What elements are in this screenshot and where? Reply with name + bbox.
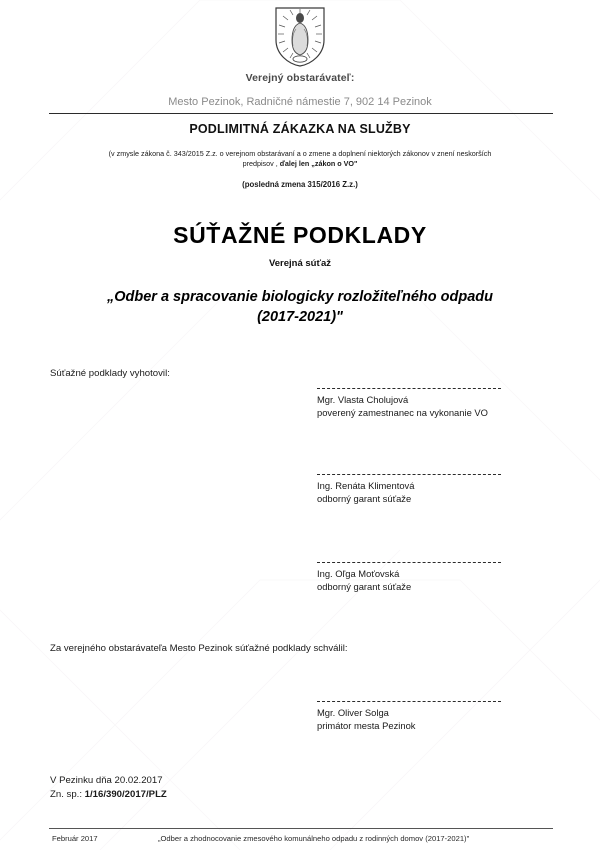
signature-block-approver (317, 701, 537, 733)
legal-basis-line-2-bold: ďalej len „zákon o VO" (279, 159, 358, 169)
header-divider (49, 113, 553, 114)
contract-subject-line-2: (2017-2021)" (257, 308, 343, 325)
legal-basis-line-1: (v zmysle zákona č. 343/2015 Z.z. o verejnom obstarávaní a o zmene a doplnení niektorých zákonov v znení neskorších (108, 149, 492, 158)
pezinok-coat-of-arms-icon (272, 6, 328, 68)
signature-block-preparer-2 (317, 474, 537, 506)
signatory-name: Mgr. Vlasta Cholujová (317, 394, 409, 405)
contracting-authority-address: Mesto Pezinok, Radničné námestie 7, 902 14 Pezinok (168, 96, 432, 108)
signatory-name: Ing. Renáta Klimentová (317, 480, 415, 491)
closing-place-date: V Pezinku dňa 20.02.2017 (50, 775, 163, 786)
signatory-role: odborný garant súťaže (317, 493, 412, 505)
approved-by-label: Za verejného obstarávateľa Mesto Pezinok súťažné podklady schválil: (50, 643, 348, 654)
closing-block (50, 774, 167, 803)
page-title: SÚŤAŽNÉ PODKLADY (173, 222, 427, 248)
signatory-role: odborný garant súťaže (317, 581, 412, 593)
signature-block-preparer-3 (317, 562, 537, 594)
signature-line (317, 562, 501, 563)
signatory-role: primátor mesta Pezinok (317, 720, 416, 732)
contracting-authority-label: Verejný obstarávateľ: (245, 72, 355, 84)
legal-basis-note (52, 149, 548, 170)
legal-amendment-note: (posledná zmena 315/2016 Z.z.) (242, 180, 358, 189)
footer-subject: „Odber a zhodnocovanie zmesového komunálneho odpadu z rodinných domov (2017-2021)" (158, 834, 470, 843)
footer-date: Február 2017 (52, 834, 98, 843)
signature-line (317, 701, 501, 702)
procurement-type-heading: PODLIMITNÁ ZÁKAZKA NA SLUŽBY (189, 122, 411, 136)
prepared-by-label: Súťažné podklady vyhotovil: (50, 368, 170, 379)
signature-block-preparer-1 (317, 388, 537, 420)
signature-line (317, 474, 501, 475)
contract-subject-line-1: „Odber a spracovanie biologicky rozložiteľného odpadu (106, 289, 494, 305)
signatory-role: poverený zamestnanec na vykonanie VO (317, 407, 488, 419)
signature-line (317, 388, 501, 389)
procedure-kind-label: Verejná súťaž (268, 258, 332, 269)
legal-basis-line-2-prefix: predpisov , (242, 159, 280, 169)
coat-of-arms-container (0, 6, 600, 73)
reference-number: 1/16/390/2017/PLZ (84, 789, 167, 801)
contract-subject-title (60, 288, 540, 327)
signatory-name: Ing. Oľga Moťovská (317, 568, 400, 579)
closing-reference (50, 788, 167, 802)
signatory-name: Mgr. Oliver Solga (317, 707, 389, 718)
footer-divider (49, 828, 553, 829)
reference-label: Zn. sp.: (50, 789, 85, 801)
